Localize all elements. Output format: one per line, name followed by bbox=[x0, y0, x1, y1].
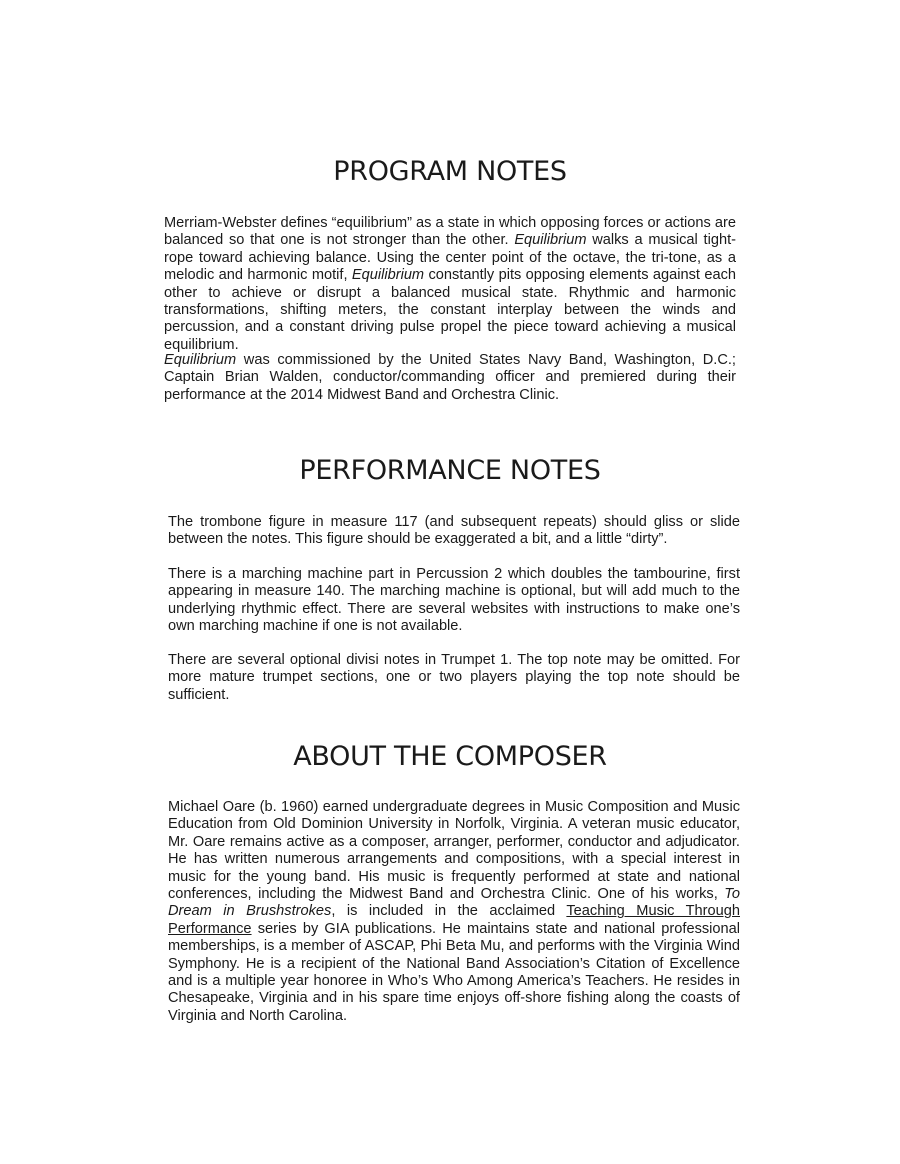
performance-notes-paragraph-2: There is a marching machine part in Percussion 2 which doubles the tambourine, first appearing in measure 140. The marching machine is optional, but will add much to the underlying rhythmic effect. There are several websites with instructions to make one’s own marching machine if one is not available. bbox=[168, 566, 740, 635]
about-composer-paragraph: Michael Oare (b. 1960) earned undergraduate degrees in Music Composition and Music Education from Old Dominion University in Norfolk, Virginia. A veteran music educator, Mr. Oare remains active as a composer, arranger, performer, conductor and adjudicator. He has written numerous arrangements and compositions, with a special interest in music for the young band. His music is frequently performed at state and national conferences, including the Midwest Band and Orchestra Clinic. One of his works, To Dream in Brushstrokes, is included in the acclaimed Teaching Music Through Performance series by GIA publications. He maintains state and national professional memberships, is a member of ASCAP, Phi Beta Mu, and performs with the Virginia Wind Symphony. He is a recipient of the National Band Association’s Citation of Excellence and is a multiple year honoree in Who’s Who Among America’s Teachers. He resides in Chesapeake, Virginia and in his spare time enjoys off-shore fishing along the coasts of Virginia and North Carolina. bbox=[168, 799, 740, 1024]
book-series-title: Teaching Music Through Performance bbox=[168, 903, 740, 937]
work-title: To Dream in Brushstrokes bbox=[168, 886, 740, 920]
program-notes-paragraph-1: Merriam-Webster defines “equilibrium” as a state in which opposing forces or actions are balanced so that one is not stronger than the other. Equilibrium walks a musical tight-rope toward achieving balance. Using the center point of the octave, the tri-tone, as a melodic and harmonic motif, Equilibrium constantly pits opposing elements against each other to achieve or disrupt a balanced musical state. Rhythmic and harmonic transformations, shifting meters, the constant interplay between the winds and percussion, and a constant driving pulse propel the piece toward achieving a musical equilibrium. bbox=[164, 215, 737, 353]
performance-notes-paragraph-3: There are several optional divisi notes in Trumpet 1. The top note may be omitted. For more mature trumpet sections, one or two players playing the top note should be sufficient. bbox=[168, 652, 740, 703]
performance-notes-paragraph-1: The trombone figure in measure 117 (and subsequent repeats) should gliss or slide between the notes. This figure should be exaggerated a bit, and a little “dirty”. bbox=[168, 514, 740, 548]
program-notes-heading: PROGRAM NOTES bbox=[333, 156, 567, 187]
performance-notes-heading: PERFORMANCE NOTES bbox=[299, 455, 601, 486]
work-title: Equilibrium bbox=[164, 352, 237, 368]
work-title: Equilibrium bbox=[514, 232, 587, 249]
about-composer-heading: ABOUT THE COMPOSER bbox=[293, 741, 607, 772]
work-title: Equilibrium bbox=[351, 267, 425, 284]
program-notes-paragraph-2: Equilibrium was commissioned by the United States Navy Band, Washington, D.C.; Captain Brian Walden, conductor/commanding officer and premiered during their performance at the 2014 Midwest Band and Orchestra Clinic. bbox=[164, 352, 736, 403]
